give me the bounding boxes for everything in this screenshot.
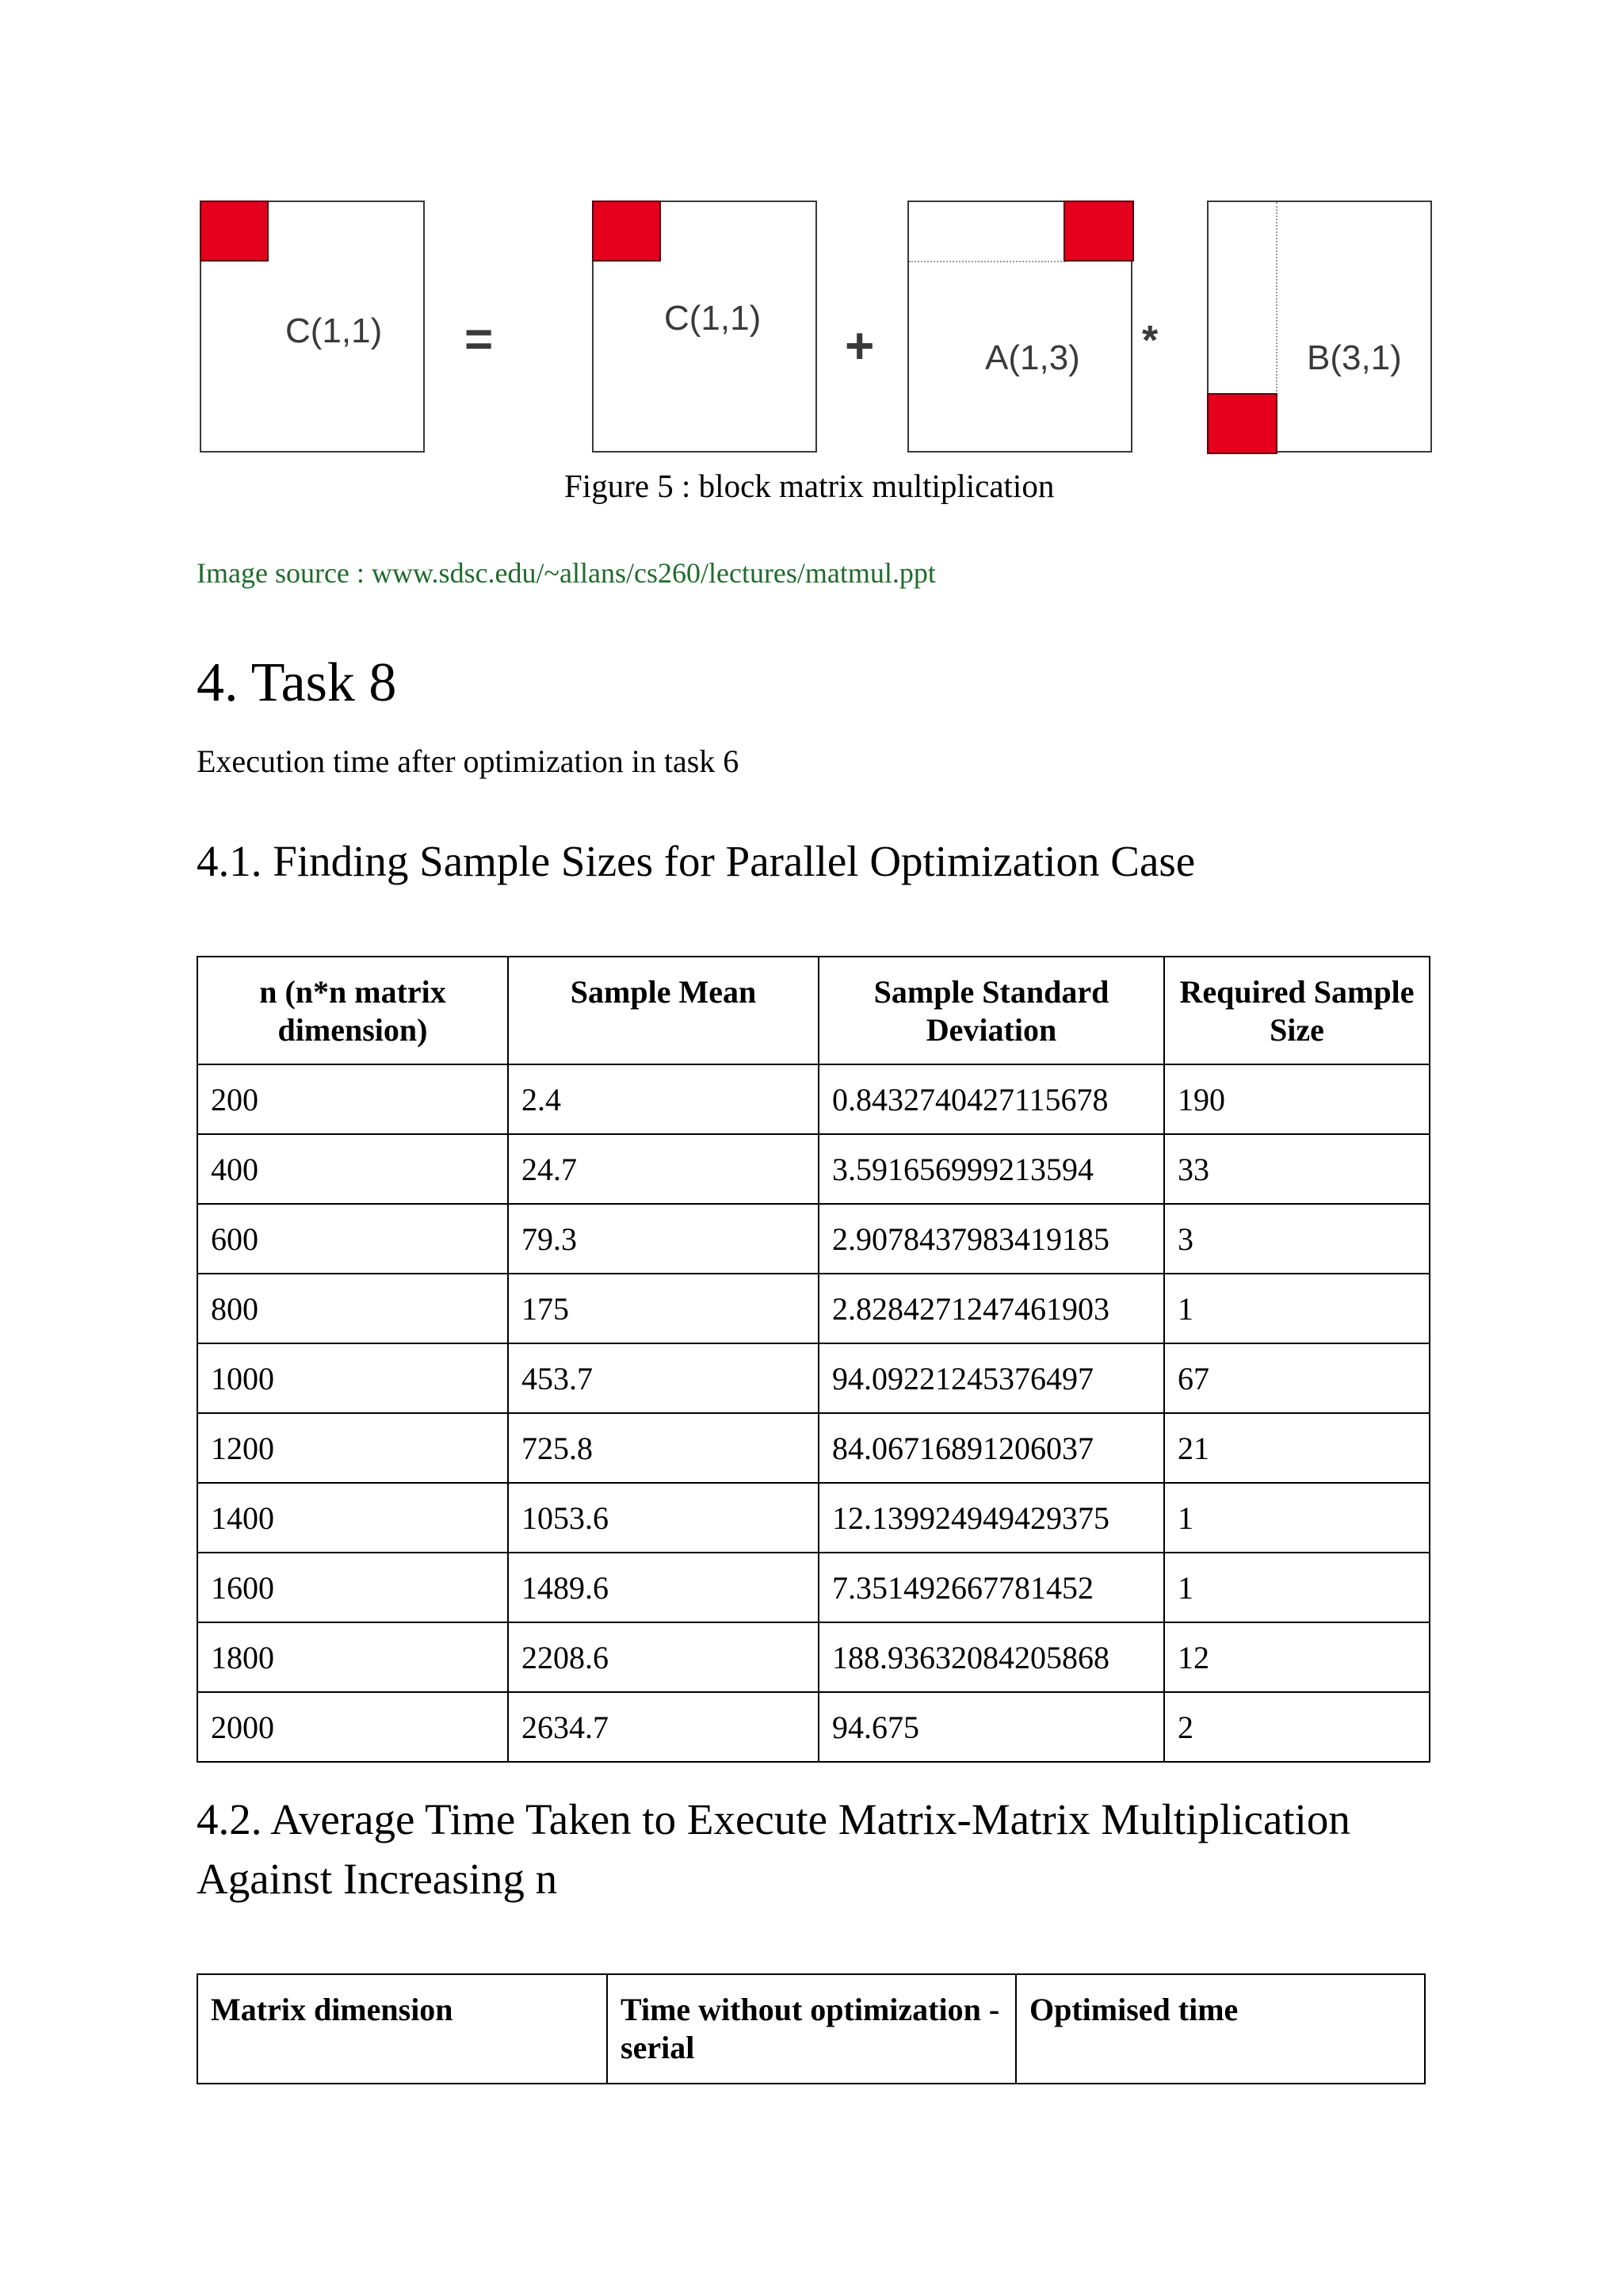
table-cell: 1000 (197, 1343, 508, 1413)
table-row (197, 1134, 1430, 1204)
table-cell: 24.7 (508, 1134, 819, 1204)
table-cell: 7.351492667781452 (819, 1553, 1164, 1622)
table-row (197, 1692, 1430, 1762)
table-cell: 600 (197, 1204, 508, 1274)
table-cell: 800 (197, 1274, 508, 1343)
timing-table (197, 1973, 1426, 2084)
table-cell: 67 (1164, 1343, 1430, 1413)
matrix-c-result (200, 201, 425, 453)
column-divider (1276, 202, 1277, 395)
table-cell: 2000 (197, 1692, 508, 1762)
block-highlight (200, 201, 269, 262)
sample-size-table (197, 956, 1430, 1763)
column-header: Optimised time (1016, 1974, 1425, 2084)
table-cell: 3 (1164, 1204, 1430, 1274)
row-divider (909, 261, 1065, 262)
matrix-c (592, 201, 817, 453)
column-header: Sample Standard Deviation (819, 957, 1164, 1064)
table-cell: 2.4 (508, 1064, 819, 1134)
table-cell: 94.675 (819, 1692, 1164, 1762)
matrix-a (907, 201, 1132, 453)
table-cell: 33 (1164, 1134, 1430, 1204)
table-cell: 1 (1164, 1274, 1430, 1343)
column-header: Required Sample Size (1164, 957, 1430, 1064)
table-row (197, 1064, 1430, 1134)
table-cell: 2634.7 (508, 1692, 819, 1762)
table-cell: 1 (1164, 1553, 1430, 1622)
table-cell: 200 (197, 1064, 508, 1134)
matrix-label: C(1,1) (285, 311, 383, 350)
table-cell: 190 (1164, 1064, 1430, 1134)
column-header: Sample Mean (508, 957, 819, 1064)
matrix-b (1207, 201, 1432, 453)
matrix-label: B(3,1) (1307, 338, 1402, 377)
table-cell: 1 (1164, 1483, 1430, 1553)
matrix-label: C(1,1) (664, 299, 762, 338)
table-row (197, 1274, 1430, 1343)
equals-operator: = (464, 312, 494, 367)
multiply-operator: * (1142, 318, 1159, 364)
table-row (197, 1343, 1430, 1413)
table-row (197, 1622, 1430, 1692)
table-header-row (197, 1974, 1425, 2084)
table-row (197, 1204, 1430, 1274)
column-header: Time without optimization - serial (607, 1974, 1016, 2084)
table-cell: 1200 (197, 1413, 508, 1483)
image-source: Image source : www.sdsc.edu/~allans/cs260/lectures/matmul.ppt (197, 557, 936, 589)
table-row (197, 1553, 1430, 1622)
table-cell: 725.8 (508, 1413, 819, 1483)
table-cell: 2208.6 (508, 1622, 819, 1692)
table-cell: 3.591656999213594 (819, 1134, 1164, 1204)
table-cell: 188.93632084205868 (819, 1622, 1164, 1692)
subsection-heading: 4.1. Finding Sample Sizes for Parallel Optimization Case (197, 837, 1196, 885)
table-cell: 94.09221245376497 (819, 1343, 1164, 1413)
table-header-row (197, 957, 1430, 1064)
plus-operator: + (845, 317, 875, 374)
section-heading: 4. Task 8 (197, 652, 397, 713)
block-highlight (1064, 201, 1134, 262)
table-cell: 21 (1164, 1413, 1430, 1483)
subsection-heading: 4.2. Average Time Taken to Execute Matrix-Matrix Multiplication Against Increasing n (197, 1795, 1350, 1903)
table-cell: 175 (508, 1274, 819, 1343)
block-highlight (592, 201, 661, 262)
figure-caption: Figure 5 : block matrix multiplication (564, 468, 1055, 504)
table-cell: 12.139924949429375 (819, 1483, 1164, 1553)
table-row (197, 1483, 1430, 1553)
table-cell: 2 (1164, 1692, 1430, 1762)
column-header: n (n*n matrix dimension) (197, 957, 508, 1064)
table-cell: 84.06716891206037 (819, 1413, 1164, 1483)
table-cell: 400 (197, 1134, 508, 1204)
table-cell: 1600 (197, 1553, 508, 1622)
table-cell: 1400 (197, 1483, 508, 1553)
table-cell: 1053.6 (508, 1483, 819, 1553)
matrix-label: A(1,3) (985, 338, 1080, 377)
column-header: Matrix dimension (197, 1974, 607, 2084)
block-highlight (1207, 393, 1277, 454)
table-cell: 12 (1164, 1622, 1430, 1692)
table-cell: 1800 (197, 1622, 508, 1692)
table-cell: 0.8432740427115678 (819, 1064, 1164, 1134)
section-intro: Execution time after optimization in task 6 (197, 743, 739, 779)
table-cell: 2.8284271247461903 (819, 1274, 1164, 1343)
table-cell: 79.3 (508, 1204, 819, 1274)
table-cell: 453.7 (508, 1343, 819, 1413)
table-row (197, 1413, 1430, 1483)
table-cell: 2.9078437983419185 (819, 1204, 1164, 1274)
table-cell: 1489.6 (508, 1553, 819, 1622)
